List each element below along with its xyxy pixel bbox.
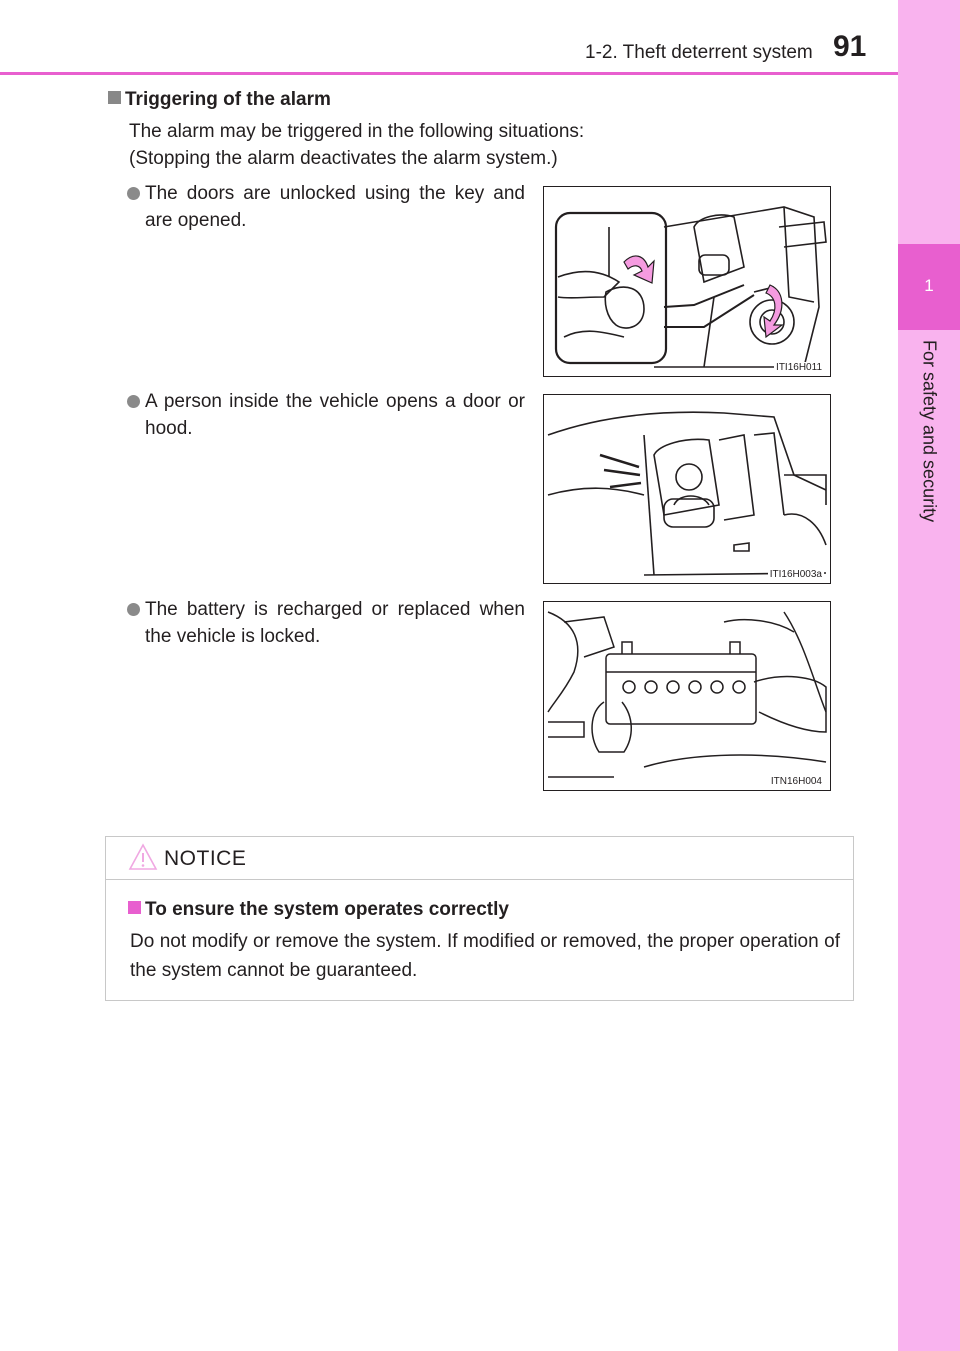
header-divider: [0, 72, 898, 75]
notice-header: [106, 837, 853, 880]
notice-title: NOTICE: [164, 847, 247, 870]
figure-battery-replace: [543, 601, 831, 791]
list-item: [127, 388, 525, 442]
list-item-text: A person inside the vehicle opens a door or hood.: [145, 391, 525, 439]
list-item-text: The battery is recharged or replaced when the vehicle is locked.: [145, 599, 525, 647]
figure-door-key-unlock: [543, 186, 831, 377]
notice-body-text: Do not modify or remove the system. If modified or removed, the proper operation of the system cannot be guaranteed.: [130, 931, 840, 981]
section-heading: [108, 89, 331, 111]
warning-triangle-icon: [128, 843, 158, 871]
page-number: 91: [833, 30, 867, 63]
square-bullet-icon: [108, 91, 121, 104]
figure-code: ITI16H003a: [769, 569, 822, 580]
section-heading-text: Triggering of the alarm: [125, 89, 331, 110]
figure-code: ITN16H004: [770, 776, 822, 787]
notice-subheading: [128, 899, 509, 921]
notice-subheading-text: To ensure the system operates correctly: [145, 899, 509, 920]
chapter-title: For safety and security: [919, 340, 940, 523]
list-item-text: The doors are unlocked using the key and are opened.: [145, 183, 525, 231]
header-section-title: 1-2. Theft deterrent system: [585, 42, 813, 63]
chapter-side-tab: [898, 0, 960, 1351]
notice-box: [105, 836, 854, 1001]
chapter-number: 1: [924, 276, 934, 295]
intro-line-2: (Stopping the alarm deactivates the alarm system.): [129, 148, 558, 169]
intro-line-1: The alarm may be triggered in the following situations:: [129, 121, 585, 142]
battery-illustration: [544, 602, 830, 790]
person-inside-illustration: [544, 395, 830, 583]
bullet-dot-icon: [127, 603, 140, 616]
figure-person-opens-door: [543, 394, 831, 584]
bullet-dot-icon: [127, 187, 140, 200]
figure-code: ITI16H011: [776, 362, 822, 373]
door-unlock-illustration: [544, 187, 830, 376]
list-item: [127, 180, 525, 234]
list-item: [127, 596, 525, 650]
square-bullet-icon: [128, 901, 141, 914]
bullet-dot-icon: [127, 395, 140, 408]
